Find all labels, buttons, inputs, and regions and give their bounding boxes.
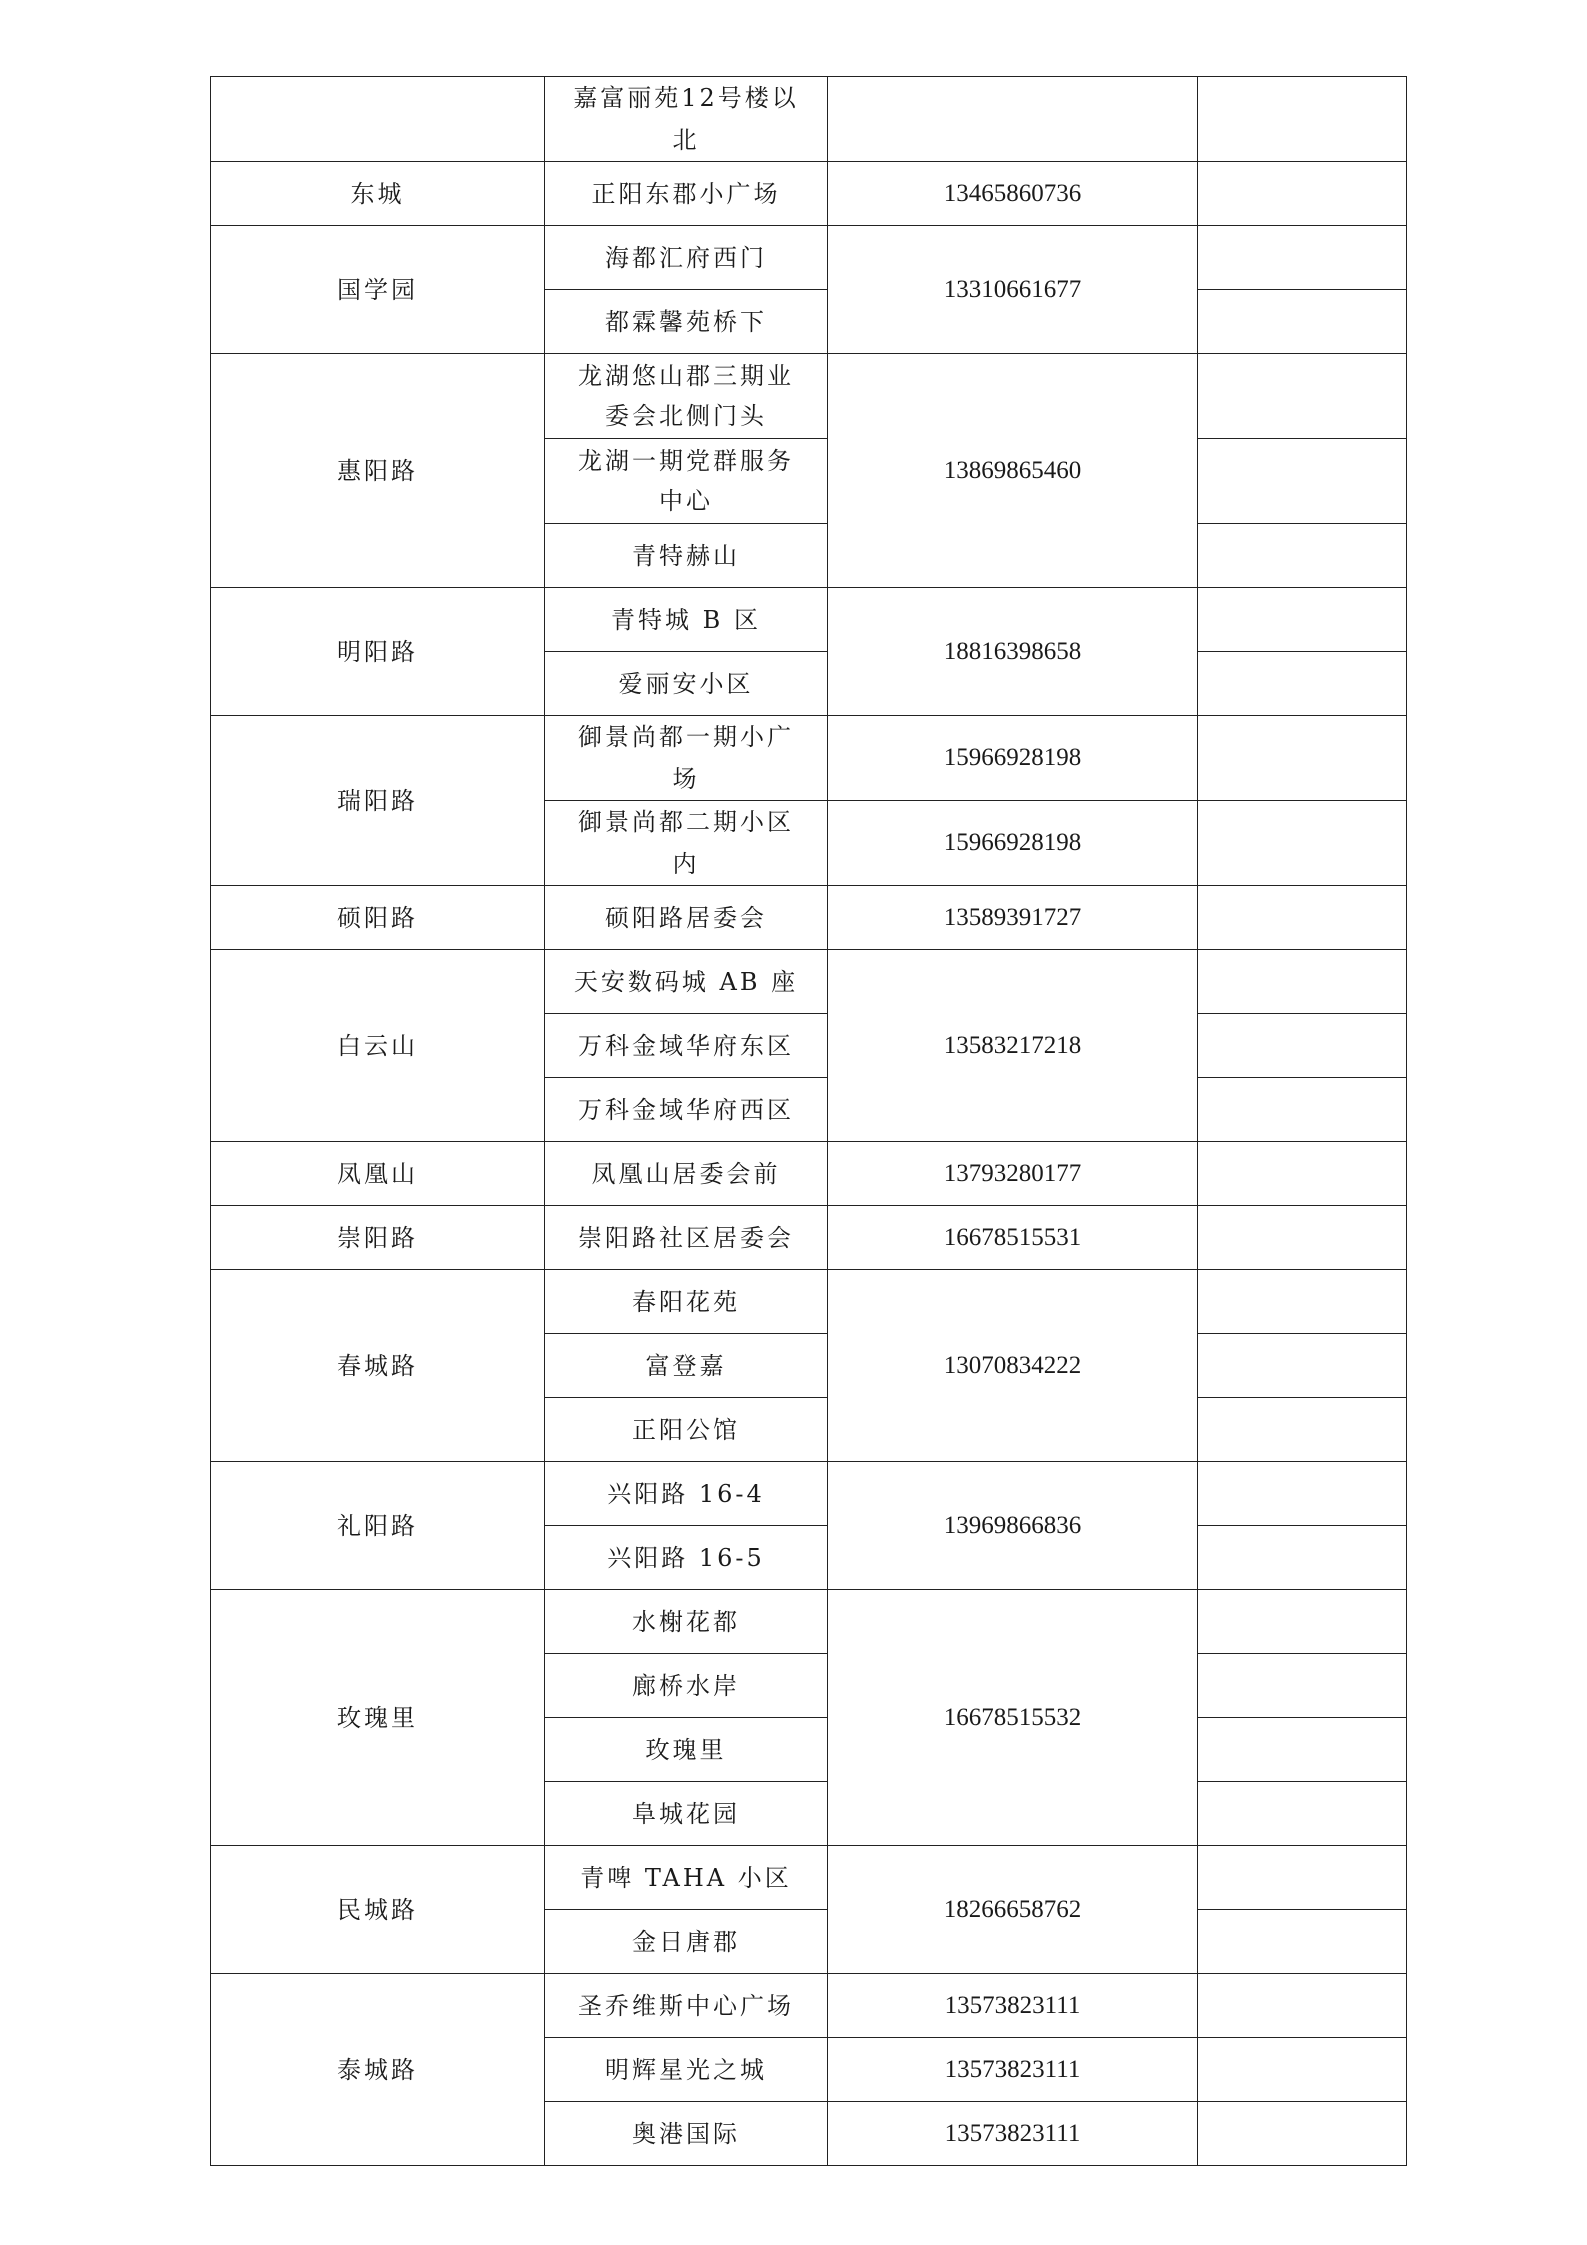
address-cell: 龙湖悠山郡三期业委会北侧门头 <box>545 354 828 439</box>
remark-cell <box>1198 1014 1407 1078</box>
address-cell: 都霖馨苑桥下 <box>545 290 828 354</box>
phone-cell: 13589391727 <box>828 886 1198 950</box>
remark-cell <box>1198 162 1407 226</box>
address-cell: 阜城花园 <box>545 1782 828 1846</box>
address-cell: 兴阳路 16-4 <box>545 1462 828 1526</box>
address-cell: 玫瑰里 <box>545 1718 828 1782</box>
address-cell: 青啤 TAHA 小区 <box>545 1846 828 1910</box>
phone-cell: 13583217218 <box>828 950 1198 1142</box>
address-cell: 硕阳路居委会 <box>545 886 828 950</box>
phone-cell <box>828 77 1198 162</box>
address-cell: 富登嘉 <box>545 1334 828 1398</box>
community-cell: 国学园 <box>211 226 545 354</box>
address-cell: 水榭花都 <box>545 1590 828 1654</box>
table-row <box>211 1142 1407 1206</box>
table-row <box>211 588 1407 652</box>
remark-cell <box>1198 1846 1407 1910</box>
remark-cell <box>1198 1462 1407 1526</box>
remark-cell <box>1198 801 1407 886</box>
address-cell: 金日唐郡 <box>545 1910 828 1974</box>
remark-cell <box>1198 439 1407 524</box>
remark-cell <box>1198 950 1407 1014</box>
community-cell: 玫瑰里 <box>211 1590 545 1846</box>
table-row <box>211 162 1407 226</box>
table-row <box>211 950 1407 1014</box>
remark-cell <box>1198 716 1407 801</box>
remark-cell <box>1198 1590 1407 1654</box>
remark-cell <box>1198 77 1407 162</box>
remark-cell <box>1198 652 1407 716</box>
community-cell: 泰城路 <box>211 1974 545 2166</box>
address-cell: 御景尚都二期小区内 <box>545 801 828 886</box>
community-cell: 白云山 <box>211 950 545 1142</box>
phone-cell: 13070834222 <box>828 1270 1198 1462</box>
address-cell: 兴阳路 16-5 <box>545 1526 828 1590</box>
remark-cell <box>1198 1910 1407 1974</box>
phone-cell: 18266658762 <box>828 1846 1198 1974</box>
address-cell: 圣乔维斯中心广场 <box>545 1974 828 2038</box>
phone-cell: 18816398658 <box>828 588 1198 716</box>
table-row <box>211 1590 1407 1654</box>
address-cell: 龙湖一期党群服务中心 <box>545 439 828 524</box>
community-cell: 民城路 <box>211 1846 545 1974</box>
address-cell: 万科金域华府西区 <box>545 1078 828 1142</box>
remark-cell <box>1198 1334 1407 1398</box>
community-cell: 春城路 <box>211 1270 545 1462</box>
table-row <box>211 886 1407 950</box>
phone-cell: 13573823111 <box>828 1974 1198 2038</box>
remark-cell <box>1198 524 1407 588</box>
table-row <box>211 1270 1407 1334</box>
table-row <box>211 1462 1407 1526</box>
address-cell: 明辉星光之城 <box>545 2038 828 2102</box>
address-cell: 天安数码城 AB 座 <box>545 950 828 1014</box>
remark-cell <box>1198 1270 1407 1334</box>
table-row <box>211 716 1407 801</box>
remark-cell <box>1198 886 1407 950</box>
remark-cell <box>1198 1718 1407 1782</box>
phone-cell: 13310661677 <box>828 226 1198 354</box>
phone-cell: 13573823111 <box>828 2102 1198 2166</box>
table-row <box>211 1846 1407 1910</box>
remark-cell <box>1198 1206 1407 1270</box>
remark-cell <box>1198 1078 1407 1142</box>
address-cell: 青特赫山 <box>545 524 828 588</box>
remark-cell <box>1198 1398 1407 1462</box>
remark-cell <box>1198 290 1407 354</box>
address-cell: 崇阳路社区居委会 <box>545 1206 828 1270</box>
table-row <box>211 354 1407 439</box>
phone-cell: 16678515532 <box>828 1590 1198 1846</box>
address-cell: 青特城 B 区 <box>545 588 828 652</box>
community-cell: 凤凰山 <box>211 1142 545 1206</box>
remark-cell <box>1198 1974 1407 2038</box>
phone-cell: 13573823111 <box>828 2038 1198 2102</box>
remark-cell <box>1198 2102 1407 2166</box>
remark-cell <box>1198 2038 1407 2102</box>
table-row <box>211 226 1407 290</box>
remark-cell <box>1198 588 1407 652</box>
phone-cell: 15966928198 <box>828 716 1198 801</box>
phone-cell: 13465860736 <box>828 162 1198 226</box>
address-cell: 爱丽安小区 <box>545 652 828 716</box>
phone-cell: 13793280177 <box>828 1142 1198 1206</box>
community-cell: 崇阳路 <box>211 1206 545 1270</box>
community-cell: 瑞阳路 <box>211 716 545 886</box>
community-cell <box>211 77 545 162</box>
remark-cell <box>1198 1654 1407 1718</box>
community-cell: 东城 <box>211 162 545 226</box>
address-cell: 嘉富丽苑12号楼以北 <box>545 77 828 162</box>
community-cell: 明阳路 <box>211 588 545 716</box>
phone-cell: 16678515531 <box>828 1206 1198 1270</box>
address-cell: 海都汇府西门 <box>545 226 828 290</box>
community-cell: 惠阳路 <box>211 354 545 588</box>
table-row <box>211 1974 1407 2038</box>
table-row <box>211 1206 1407 1270</box>
address-cell: 御景尚都一期小广场 <box>545 716 828 801</box>
remark-cell <box>1198 1782 1407 1846</box>
remark-cell <box>1198 1526 1407 1590</box>
table-row <box>211 77 1407 162</box>
remark-cell <box>1198 1142 1407 1206</box>
address-cell: 廊桥水岸 <box>545 1654 828 1718</box>
address-cell: 凤凰山居委会前 <box>545 1142 828 1206</box>
remark-cell <box>1198 226 1407 290</box>
phone-cell: 13869865460 <box>828 354 1198 588</box>
community-contact-table <box>210 76 1407 2166</box>
address-cell: 春阳花苑 <box>545 1270 828 1334</box>
phone-cell: 15966928198 <box>828 801 1198 886</box>
address-cell: 奥港国际 <box>545 2102 828 2166</box>
address-cell: 正阳东郡小广场 <box>545 162 828 226</box>
community-cell: 礼阳路 <box>211 1462 545 1590</box>
address-cell: 万科金域华府东区 <box>545 1014 828 1078</box>
phone-cell: 13969866836 <box>828 1462 1198 1590</box>
remark-cell <box>1198 354 1407 439</box>
address-cell: 正阳公馆 <box>545 1398 828 1462</box>
community-cell: 硕阳路 <box>211 886 545 950</box>
